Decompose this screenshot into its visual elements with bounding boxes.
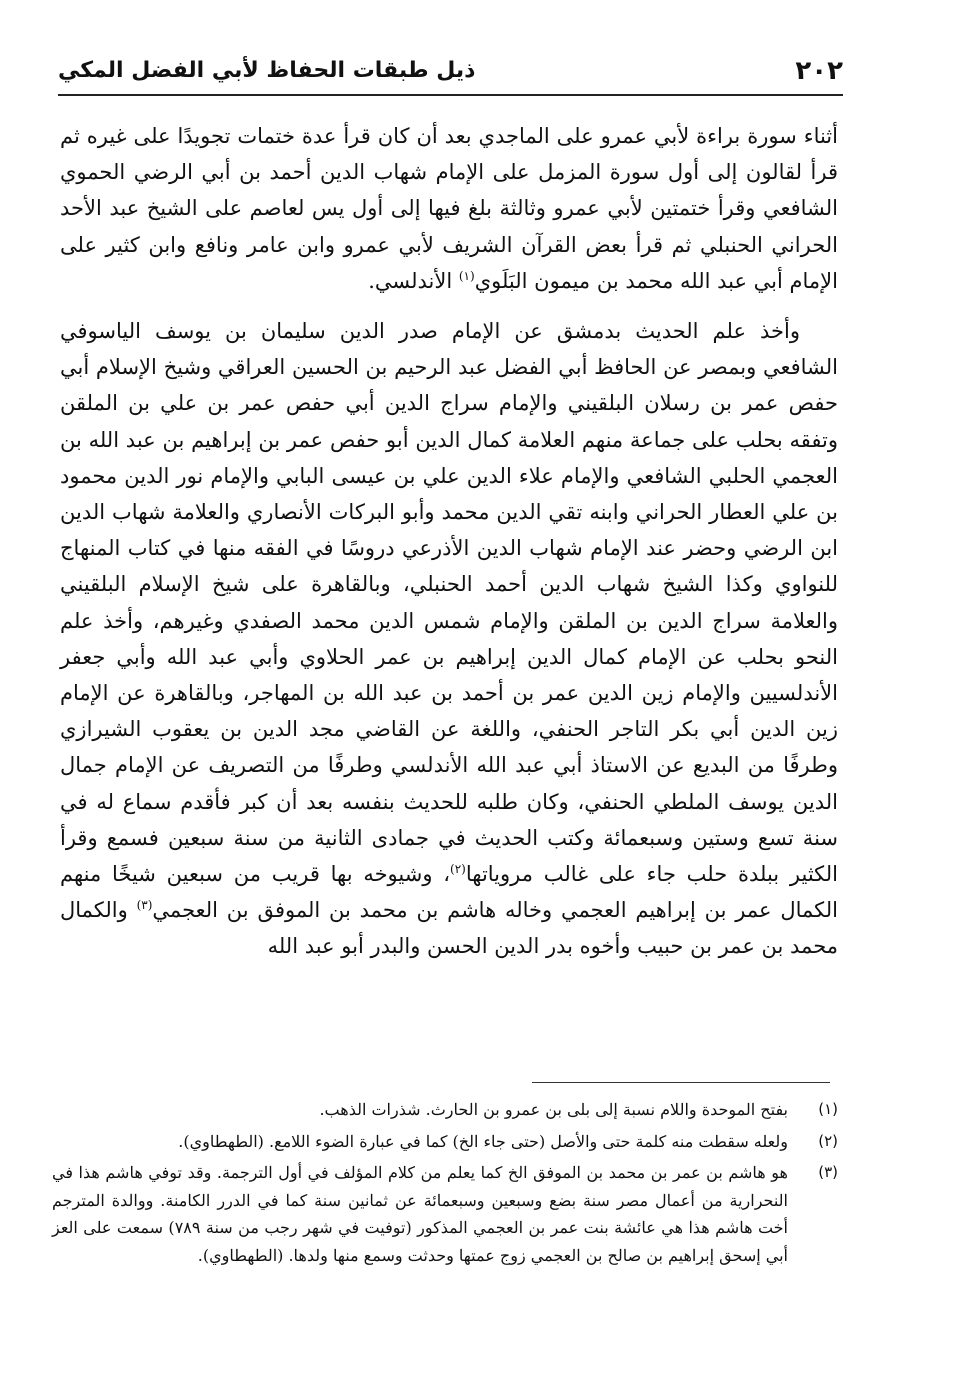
footnote-ref-2: (٢) — [450, 862, 466, 877]
page-number: ٢٠٢ — [795, 56, 843, 86]
footnote-number: (٢) — [818, 1131, 838, 1150]
paragraph-2-middle: ، وشيوخه بها قريب من سبعين شيخًا منهم الكمال عمر بن إبراهيم العجمي وخاله هاشم بن محمد بن الموفق بن العجمي — [60, 862, 838, 923]
paragraph-1 — [60, 118, 838, 299]
paragraph-2-ending: والكمال محمد بن عمر بن حبيب وأخوه بدر الدين الحسن والبدر أبو عبد الله — [60, 898, 838, 959]
page-header — [58, 50, 843, 94]
footnote-ref-1: (١) — [458, 268, 475, 283]
footnote-text: هو هاشم بن عمر بن محمد بن الموفق الخ كما يعلم من كلام المؤلف في أول الترجمة. وقد توفي هاشم هذا في النحرارية من أعمال مصر سنة بضع وسبعين وسبعمائة عن ثمانين سنة كما في الدرر الكامنة. ووالدة المترجم أخت هاشم هذا هي عائشة بنت عمر بن العجمي المذكور (توفيت في شهر رجب من سنة ٧٨٩) سمعت على العز أبي إسحق إبراهيم بن صالح بن العجمي زوج عمتها وحدثت وسمع منها ولدها. (الطهطاوي). — [52, 1163, 789, 1265]
paragraph-gap — [60, 299, 838, 313]
footnote-text: بفتح الموحدة واللام نسبة إلى بلى بن عمرو بن الحارث. شذرات الذهب. — [319, 1100, 788, 1119]
footnote-number: (٣) — [818, 1163, 838, 1182]
footnote-text: ولعله سقطت منه كلمة حتى والأصل (حتى جاء الخ) كما في عبارة الضوء اللامع. (الطهطاوي). — [178, 1131, 788, 1151]
footnote-ref-3: (٣) — [136, 898, 153, 913]
paragraph-2 — [60, 313, 838, 965]
main-text — [60, 118, 838, 965]
footnote-2 — [52, 1128, 838, 1156]
paragraph-1-ending: الأندلسي. — [368, 268, 459, 293]
footnote-3 — [52, 1159, 838, 1269]
footnote-1 — [52, 1096, 838, 1124]
paragraph-2-text: وأخذ علم الحديث بدمشق عن الإمام صدر الدين سليمان بن يوسف الياسوفي الشافعي وبمصر عن الحافظ أبي الفضل عبد الرحيم بن الحسين العراقي وشيخ الإسلام أبي حفص عمر بن رسلان البلقيني والإمام سراج الدين أبي حفص عمر بن علي بن الملقن وتفقه بحلب على جماعة منهم العلامة كمال الدين أبو حفص عمر بن إبراهيم بن عبد الله بن العجمي الحلبي الشافعي والإمام علاء الدين علي بن عيسى البابي والإمام نور الدين محمود بن علي العطار الحراني وابنه تقي الدين محمد وأبو البركات الأنصاري والعلامة شهاب الدين ابن الرضي وحضر عند الإمام شهاب الدين الأذرعي دروسًا في الفقه منها في كتاب المنهاج للنواوي وكذا الشيخ شهاب الدين أحمد الحنبلي، وبالقاهرة على شيخ الإسلام البلقيني والعلامة سراج الدين بن الملقن والإمام شمس الدين محمد الصفدي وغيرهم، وأخذ علم النحو بحلب عن الإمام كمال الدين إبراهيم بن عمر الحلاوي وأبي عبد الله وأبي جعفر الأندلسيين والإمام زين الدين عمر بن أحمد بن عبد الله بن المهاجر، وبالقاهرة عن الإمام زين الدين أبي بكر التاجر الحنفي، واللغة عن القاضي مجد الدين بن يعقوب الشيرازي وطرفًا من البديع عن الاستاذ أبي عبد الله الأندلسي وطرفًا من التصريف عن الإمام جمال الدين يوسف الملطي الحنفي، وكان طلبه للحديث بنفسه بعد أن كبر فأقدم سماع له في سنة تسع وستين وسبعمائة وكتب الحديث في جمادى الثانية من سنة سبعين فسمع وقرأ الكثير ببلدة حلب جاء على غالب مروياتها — [60, 319, 839, 887]
footnote-number: (١) — [818, 1100, 838, 1118]
paragraph-1-text: أثناء سورة براءة لأبي عمرو على الماجدي بعد أن كان قرأ عدة ختمات تجويدًا على غيره ثم قرأ لقالون إلى أول سورة المزمل على الإمام شهاب الدين أحمد بن أبي الرضي الحموي الشافعي وقرأ ختمتين لأبي عمرو وثالثة بلغ فيها إلى أول يس لعاصم على الشيخ عبد الأحد الحراني الحنبلي ثم قرأ بعض القرآن الشريف لأبي عمرو وابن عامر ونافع وابن كثير على الإمام أبي عبد الله محمد بن ميمون البَلَوي — [60, 124, 838, 293]
running-title: ذيل طبقات الحفاظ لأبي الفضل المكي — [58, 58, 476, 83]
footnote-separator — [532, 1082, 830, 1083]
footnotes — [52, 1096, 838, 1274]
header-rule — [58, 94, 843, 96]
